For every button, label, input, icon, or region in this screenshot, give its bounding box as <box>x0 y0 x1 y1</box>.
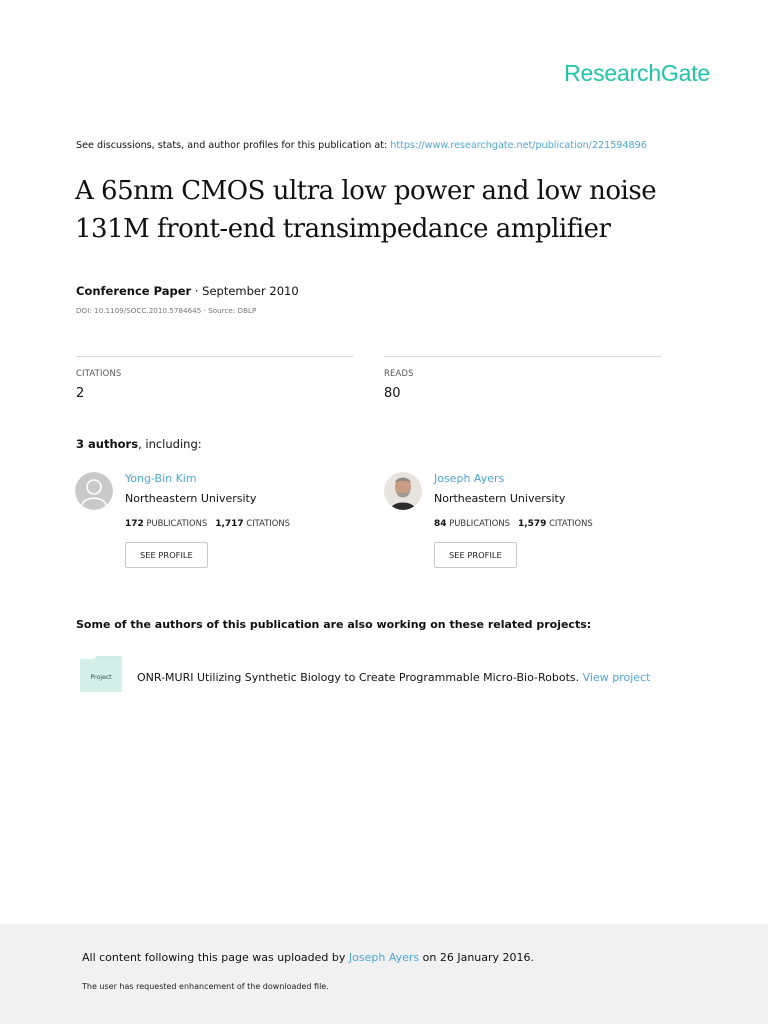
uploader-link[interactable]: Joseph Ayers <box>348 951 420 964</box>
reads-value: 80 <box>384 386 401 401</box>
upload-info <box>82 951 534 964</box>
project-icon-label: Project <box>90 674 112 681</box>
author-card <box>384 470 664 570</box>
upload-prefix: All content following this page was uploaded by <box>82 951 349 964</box>
author-citations-label: CITATIONS <box>546 518 593 528</box>
author-institution: Northeastern University <box>434 492 566 505</box>
author-stats <box>434 518 593 529</box>
author-card <box>75 470 355 570</box>
upload-suffix: on 26 January 2016. <box>419 951 535 964</box>
page-title <box>75 172 715 248</box>
researchgate-logo[interactable]: ResearchGate <box>564 60 710 86</box>
paper-type: Conference Paper <box>76 284 192 298</box>
enhancement-note: The user has requested enhancement of the downloaded file. <box>82 982 329 991</box>
related-projects-heading: Some of the authors of this publication are also working on these related projects: <box>76 618 592 631</box>
citations-value: 2 <box>76 386 85 401</box>
discussion-line <box>76 140 647 151</box>
title-line-1: A 65nm CMOS ultra low power and low noise <box>75 176 657 206</box>
doi-line: DOI: 10.1109/SOCC.2010.5784645 · Source: DBLP <box>76 306 257 315</box>
author-publications-label: PUBLICATIONS <box>446 518 510 528</box>
author-name-link[interactable]: Joseph Ayers <box>434 472 505 485</box>
citations-stat <box>76 356 353 401</box>
reads-stat <box>384 356 661 401</box>
paper-date: · September 2010 <box>191 284 299 298</box>
author-name-link[interactable]: Yong-Bin Kim <box>125 472 197 485</box>
project-item <box>80 656 700 696</box>
author-photo[interactable] <box>384 472 422 510</box>
project-text <box>137 671 650 684</box>
see-profile-button[interactable]: SEE PROFILE <box>125 542 208 568</box>
see-profile-button[interactable]: SEE PROFILE <box>434 542 517 568</box>
discussion-text: See discussions, stats, and author profiles for this publication at: <box>76 140 391 151</box>
view-project-link[interactable]: View project <box>582 671 651 684</box>
author-institution: Northeastern University <box>125 492 257 505</box>
reads-label: READS <box>384 368 414 378</box>
upload-footer <box>0 924 768 1024</box>
paper-type-line <box>76 284 299 298</box>
authors-count-line <box>76 437 202 451</box>
author-publications-count: 172 <box>125 519 144 529</box>
author-citations-count: 1,717 <box>215 519 244 529</box>
publication-url-link[interactable]: https://www.researchgate.net/publication/221594896 <box>390 140 647 151</box>
author-citations-label: CITATIONS <box>243 518 290 528</box>
authors-suffix: , including: <box>138 437 202 451</box>
authors-count: 3 authors <box>76 437 139 451</box>
author-stats <box>125 518 290 529</box>
title-line-2: 131M front-end transimpedance amplifier <box>75 214 611 244</box>
author-publications-count: 84 <box>434 519 447 529</box>
default-user-icon[interactable] <box>75 472 113 510</box>
project-folder-icon <box>80 656 122 692</box>
author-citations-count: 1,579 <box>517 519 547 529</box>
author-publications-label: PUBLICATIONS <box>143 518 208 528</box>
project-title: ONR-MURI Utilizing Synthetic Biology to Create Programmable Micro-Bio-Robots. <box>137 671 583 684</box>
citations-label: CITATIONS <box>76 368 122 378</box>
